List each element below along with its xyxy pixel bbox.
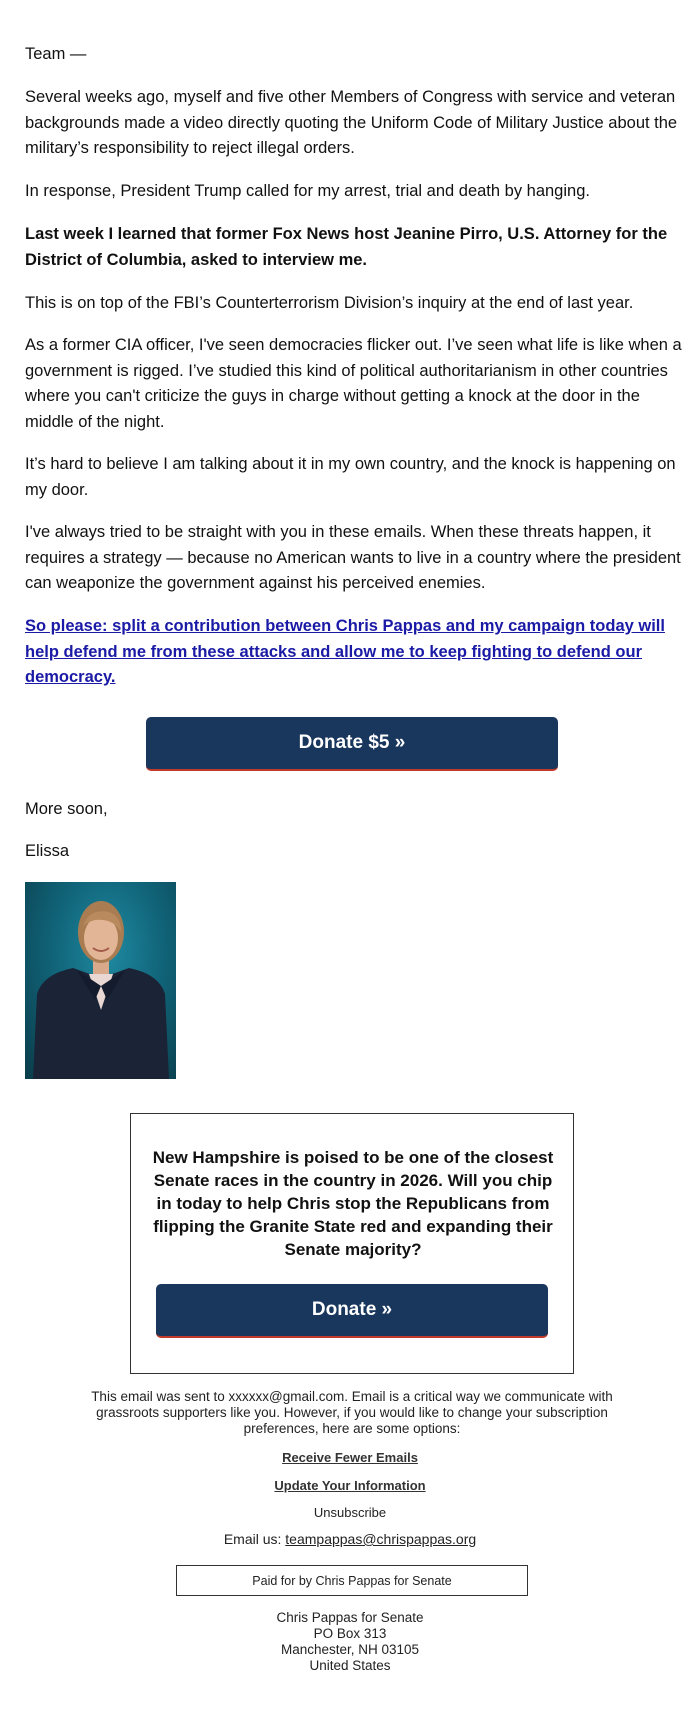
paid-for-disclaimer: Paid for by Chris Pappas for Senate (176, 1565, 528, 1596)
elissa-photo (25, 882, 176, 1079)
contribution-link[interactable]: So please: split a contribution between Chris Pappas and my campaign today will help defend me from these attacks and allow me to keep fighting to defend our democracy. (25, 617, 665, 686)
address-line-1: Chris Pappas for Senate (276, 1610, 424, 1625)
address-line-3: Manchester, NH 03105 (280, 1642, 420, 1657)
portrait-image (25, 882, 176, 1079)
cta-paragraph (25, 614, 685, 691)
callout-box (130, 1113, 574, 1374)
paragraph-7: I've always tried to be straight with you in these emails. When these threats happen, it requires a strategy — because no American wants to live in a country where the president can weaponize the government against his perceived enemies. (25, 523, 681, 592)
greeting: Team — (25, 45, 87, 63)
donate-5-button[interactable]: Donate $5 » (146, 717, 558, 771)
address-line-4: United States (309, 1658, 391, 1673)
donate-button[interactable]: Donate » (156, 1284, 548, 1338)
contact-email-link[interactable]: teampappas@chrispappas.org (285, 1531, 477, 1547)
signature: Elissa (25, 842, 70, 860)
paragraph-6: It’s hard to believe I am talking about it in my own country, and the knock is happening on my door. (25, 455, 676, 499)
paragraph-4: This is on top of the FBI’s Counterterrorism Division’s inquiry at the end of last year. (25, 294, 634, 312)
email-us-line (0, 1531, 700, 1547)
unsubscribe-link[interactable]: Unsubscribe (313, 1505, 387, 1520)
signoff: More soon, (25, 800, 108, 818)
address-line-2: PO Box 313 (313, 1626, 387, 1641)
paragraph-1: Several weeks ago, myself and five other Members of Congress with service and veteran backgrounds made a video directly quoting the Uniform Code of Military Justice about the military’s responsibility to reject illegal orders. (25, 88, 678, 157)
callout-text: New Hampshire is poised to be one of the closest Senate races in the country in 2026. Will you chip in today to help Chris stop the Republicans from flipping the Granite State red and expanding their Senate majority? (152, 1148, 554, 1259)
update-information-link[interactable]: Update Your Information (274, 1478, 426, 1493)
mailing-address (0, 1610, 700, 1674)
paragraph-5: As a former CIA officer, I've seen democracies flicker out. I’ve seen what life is like when a government is rigged. I’ve studied this kind of political authoritarianism in other countries where you can't criticize the guys in charge without getting a knock at the door in the middle of the night. (25, 336, 682, 431)
email-us-label: Email us: (223, 1531, 286, 1547)
paragraph-3-bold: Last week I learned that former Fox News host Jeanine Pirro, U.S. Attorney for the District of Columbia, asked to interview me. (25, 225, 668, 269)
receive-fewer-emails-link[interactable]: Receive Fewer Emails (282, 1450, 418, 1465)
footer-notice: This email was sent to xxxxxx@gmail.com. Email is a critical way we communicate with grassroots supporters like you. However, if you would like to change your subscription preferences, here are some options: (91, 1389, 613, 1436)
paragraph-2: In response, President Trump called for my arrest, trial and death by hanging. (25, 182, 590, 200)
